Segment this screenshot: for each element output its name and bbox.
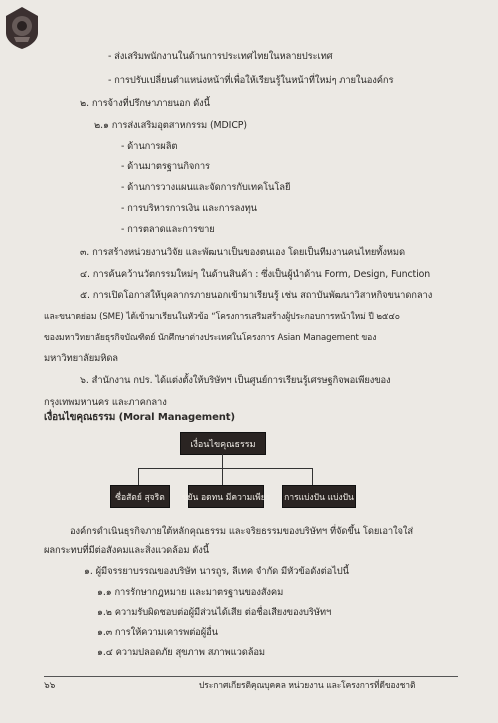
page-number: ๖๖ — [44, 681, 56, 691]
numbered-line: ๖. สำนักงาน กปร. ได้แต่งตั้งให้บริษัทฯ เป็นศูนย์การเรียนรู้เศรษฐกิจพอเพียงของ — [80, 375, 391, 386]
bullet-line: - ด้านการผลิต — [121, 141, 178, 152]
bullet-line: - การปรับเปลี่ยนตำแหน่งหน้าที่เพื่อให้เรียนรู้ในหน้าที่ใหม่ๆ ภายในองค์กร — [108, 75, 394, 86]
subnumbered-line: ๑.๓ การให้ความเคารพต่อผู้อื่น — [97, 627, 218, 638]
subnumbered-line: ๑.๔ ความปลอดภัย สุขภาพ สภาพแวดล้อม — [97, 647, 265, 658]
body-line: องค์กรดำเนินธุรกิจภายใต้หลักคุณธรรม และจริยธรรมของบริษัทฯ ที่จัดขึ้น โดยเอาใจใส่ — [70, 526, 413, 537]
footer-rule — [44, 676, 458, 677]
chart-connector — [138, 468, 139, 485]
body-line: และขนาดย่อม (SME) ได้เข้ามาเรียนในหัวข้อ “โครงการเสริมสร้างผู้ประกอบการหน้าใหม่ ปี ๒๕๔๐ — [44, 312, 400, 322]
chart-root-box: เงื่อนไขคุณธรรม — [180, 432, 266, 455]
bullet-line: - การบริหารการเงิน และการลงทุน — [121, 203, 257, 214]
body-line: มหาวิทยาลัยมหิดล — [44, 353, 118, 364]
section-heading: เงื่อนไขคุณธรรม (Moral Management) — [44, 412, 235, 423]
chart-child-box: ซื่อสัตย์ สุจริต — [110, 485, 170, 508]
numbered-line: ๓. การสร้างหน่วยงานวิจัย และพัฒนาเป็นของตนเอง โดยเป็นทีมงานคนไทยทั้งหมด — [80, 247, 405, 258]
numbered-line: ๔. การค้นคว้านวัตกรรมใหม่ๆ ในด้านสินค้า : ซึ่งเป็นผู้นำด้าน Form, Design, Function — [80, 269, 431, 280]
emblem-icon — [3, 6, 41, 50]
footer-text: ประกาศเกียรติคุณบุคคล หน่วยงาน และโครงการที่ดีของชาติ — [199, 681, 416, 691]
body-line: ผลกระทบที่มีต่อสังคมและสิ่งแวดล้อม ดังนี้ — [44, 545, 210, 556]
subnumbered-line: ๑.๑ การรักษากฎหมาย และมาตรฐานของสังคม — [97, 587, 284, 598]
chart-child-box: ขยัน อดทน มีความเพียร — [188, 485, 264, 508]
chart-child-box: การแบ่งปัน แบ่งปัน — [282, 485, 356, 508]
chart-connector — [138, 468, 312, 469]
subnumbered-line: ๒.๑ การส่งเสริมอุตสาหกรรม (MDICP) — [94, 120, 247, 131]
numbered-line: ๑. ผู้มีจรรยาบรรณของบริษัท นารถูร, ลีเทค จำกัด มีหัวข้อดังต่อไปนี้ — [84, 566, 349, 577]
bullet-line: - ส่งเสริมพนักงานในด้านการประเทศไทยในหลายประเทศ — [108, 51, 333, 62]
body-line: ของมหาวิทยาลัยธุรกิจบัณฑิตย์ นักศึกษาต่างประเทศในโครงการ Asian Management ของ — [44, 333, 377, 343]
chart-connector — [222, 468, 223, 485]
chart-connector — [222, 454, 223, 468]
bullet-line: - ด้านการวางแผนและจัดการกับเทคโนโลยี — [121, 182, 291, 193]
numbered-line: ๕. การเปิดโอกาสให้บุคลากรภายนอกเข้ามาเรียนรู้ เช่น สถาบันพัฒนาวิสาหกิจขนาดกลาง — [80, 290, 433, 301]
body-line: กรุงเทพมหานคร และภาคกลาง — [44, 397, 167, 408]
numbered-line: ๒. การจ้างที่ปรึกษาภายนอก ดังนี้ — [80, 98, 210, 109]
bullet-line: - การตลาดและการขาย — [121, 224, 215, 235]
bullet-line: - ด้านมาตรฐานกิจการ — [121, 161, 210, 172]
chart-connector — [312, 468, 313, 485]
subnumbered-line: ๑.๒ ความรับผิดชอบต่อผู้มีส่วนได้เสีย ต่อชื่อเสียงของบริษัทฯ — [97, 607, 332, 618]
